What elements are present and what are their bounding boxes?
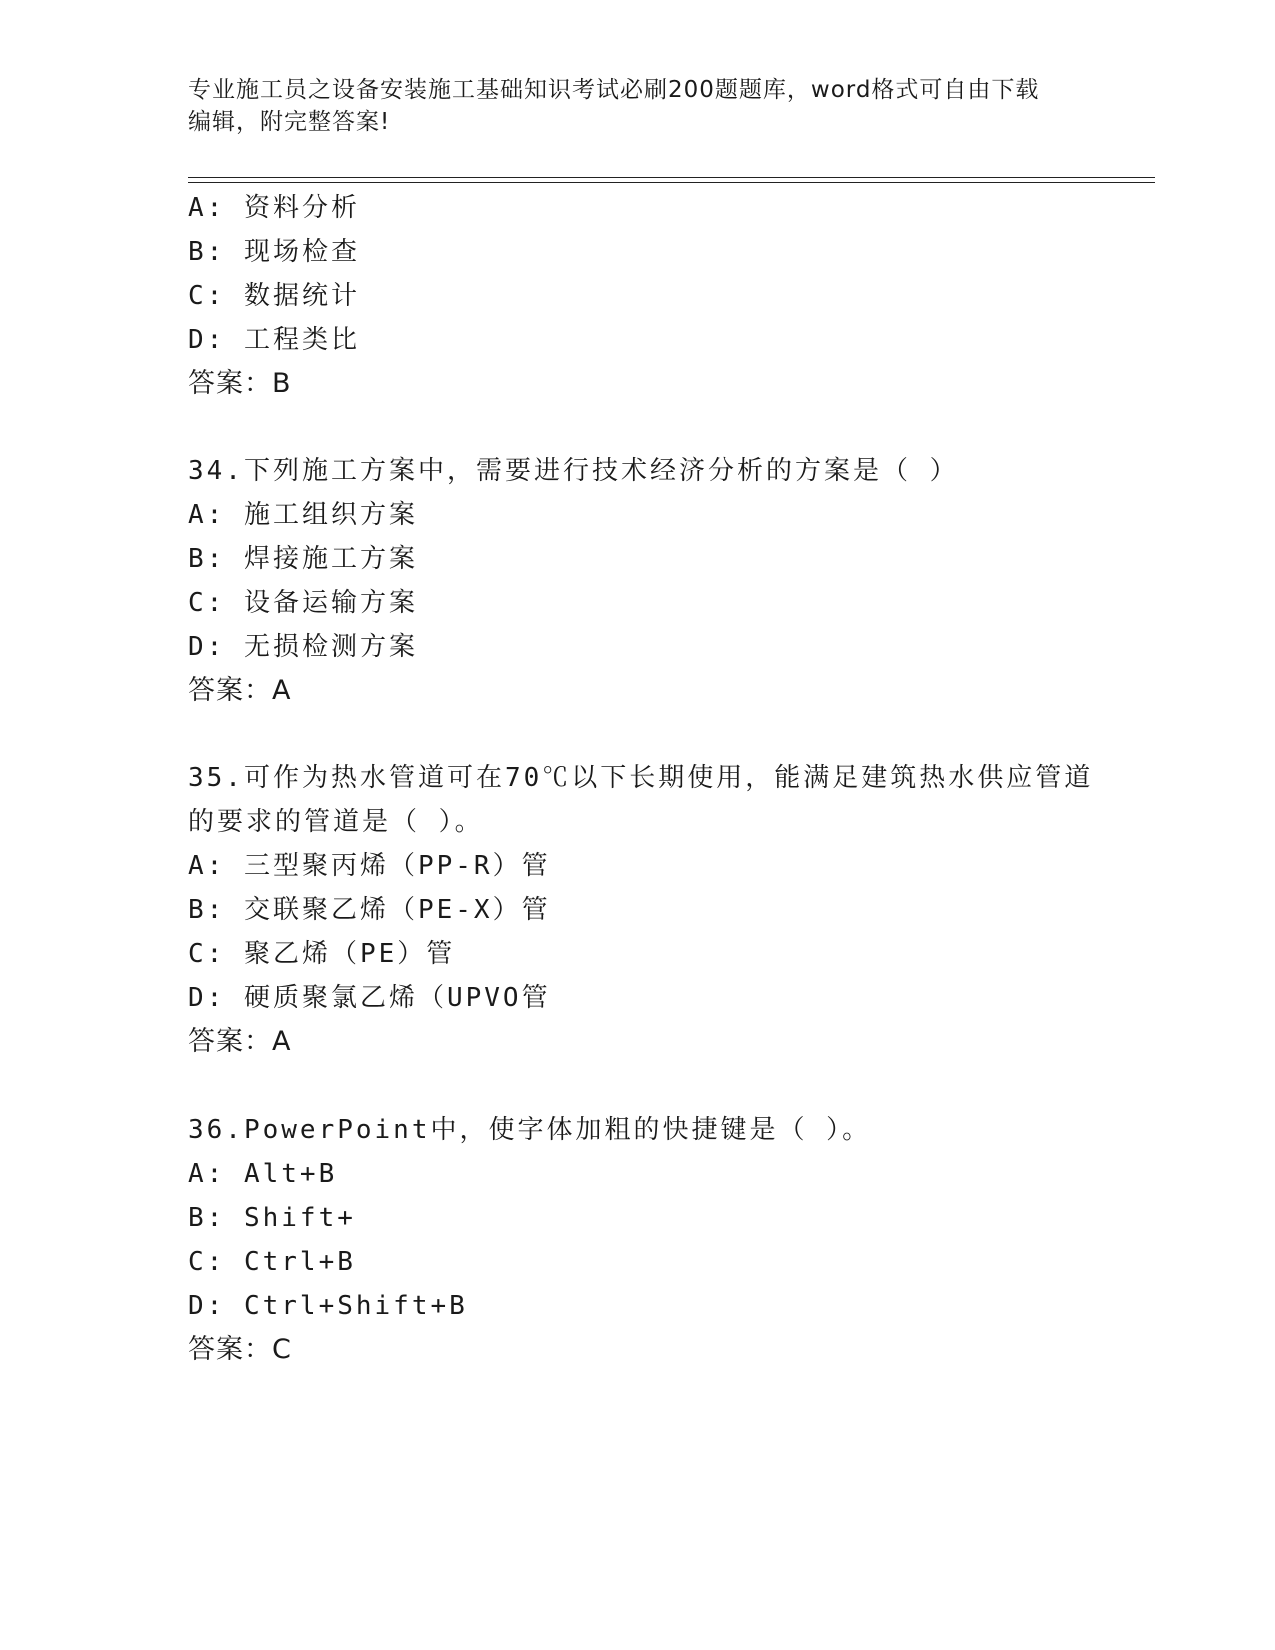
option-d: D: Ctrl+Shift+B <box>188 1291 468 1321</box>
option-d: D: 无损检测方案 <box>188 632 418 662</box>
option-c: C: 设备运输方案 <box>188 588 418 618</box>
option-d: D: 工程类比 <box>188 325 360 355</box>
question-text-line-1: 35.可作为热水管道可在70℃以下长期使用，能满足建筑热水供应管道 <box>188 763 1094 793</box>
question-text: 36.PowerPoint中，使字体加粗的快捷键是（ ）。 <box>188 1115 872 1145</box>
question-text: 34.下列施工方案中，需要进行技术经济分析的方案是（ ） <box>188 456 959 486</box>
option-b: B: 现场检查 <box>188 237 360 267</box>
option-d: D: 硬质聚氯乙烯（UPVO管 <box>188 983 551 1013</box>
option-b: B: Shift+ <box>188 1203 356 1233</box>
answer: 答案：C <box>188 1334 292 1365</box>
answer: 答案：A <box>188 675 292 706</box>
header-line-2: 编辑，附完整答案! <box>188 109 391 135</box>
option-c: C: 数据统计 <box>188 281 360 311</box>
option-a: A: 施工组织方案 <box>188 500 418 530</box>
document-header <box>188 74 1088 138</box>
option-c: C: 聚乙烯（PE）管 <box>188 939 456 969</box>
header-divider-bottom <box>188 182 1155 183</box>
answer: 答案：B <box>188 368 292 399</box>
header-line-1: 专业施工员之设备安装施工基础知识考试必刷200题题库，word格式可自由下载 <box>188 77 1040 103</box>
option-b: B: 交联聚乙烯（PE-X）管 <box>188 895 551 925</box>
answer: 答案：A <box>188 1026 292 1057</box>
header-divider-top <box>188 177 1155 178</box>
option-a: A: 三型聚丙烯（PP-R）管 <box>188 851 551 881</box>
option-b: B: 焊接施工方案 <box>188 544 418 574</box>
option-a: A: 资料分析 <box>188 193 360 223</box>
question-text-line-2: 的要求的管道是（ ）。 <box>188 807 484 837</box>
option-a: A: Alt+B <box>188 1159 338 1189</box>
option-c: C: Ctrl+B <box>188 1247 356 1277</box>
